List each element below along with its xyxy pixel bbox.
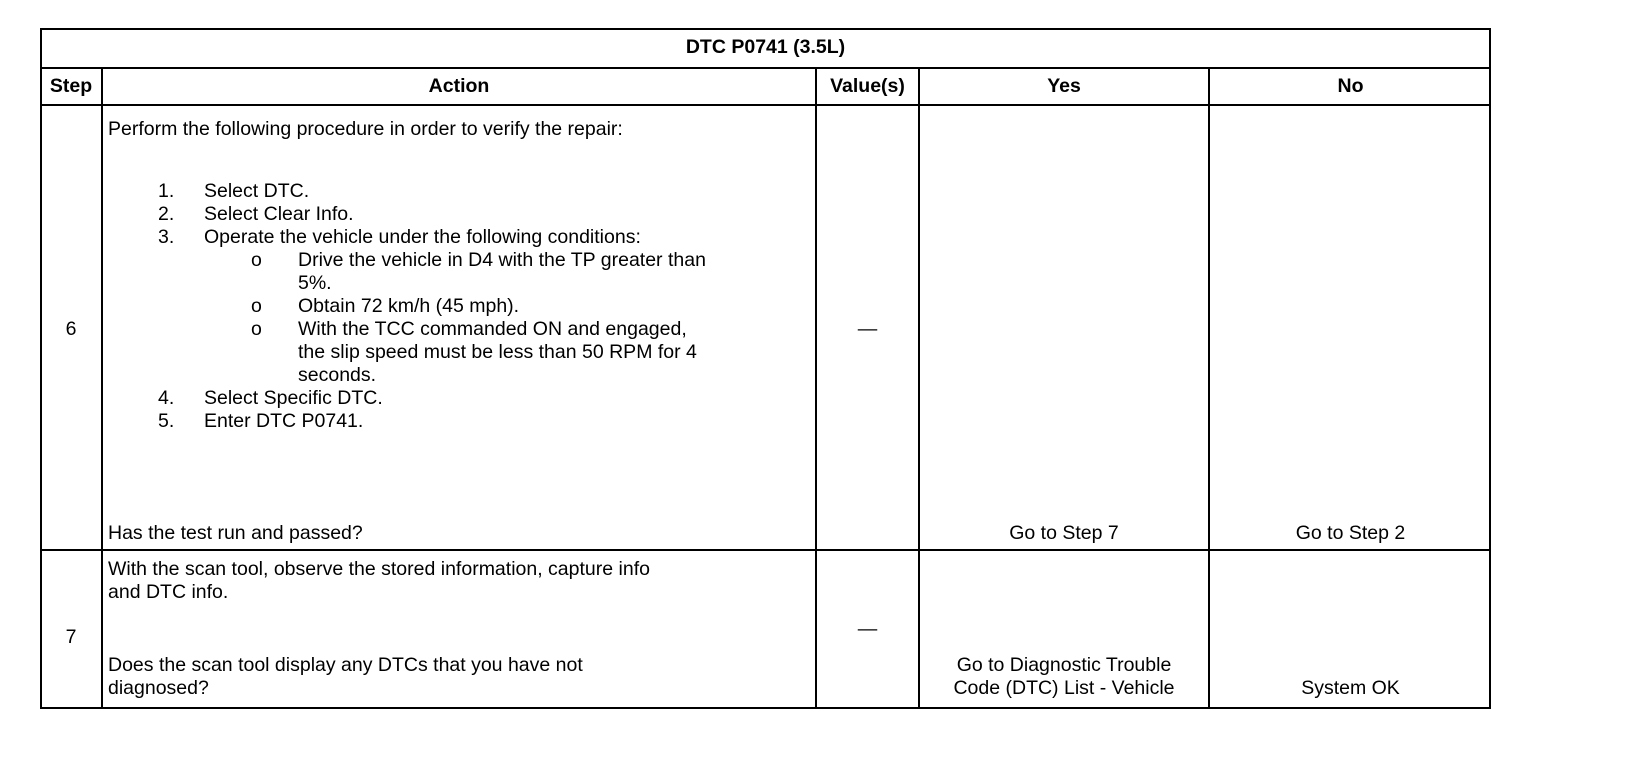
list-item-number: 3. xyxy=(158,226,175,248)
col-rule-yes xyxy=(1208,67,1210,709)
action-intro: With the scan tool, observe the stored information, capture info xyxy=(108,558,650,580)
col-rule-action xyxy=(815,67,817,709)
list-item-number: 1. xyxy=(158,180,175,202)
list-item-number: 5. xyxy=(158,410,175,432)
no-cell: System OK xyxy=(1301,677,1400,699)
rule-below-title xyxy=(40,67,1491,69)
action-intro: Perform the following procedure in order to verify the repair: xyxy=(108,118,623,140)
no-cell: Go to Step 2 xyxy=(1295,522,1406,544)
table-title: DTC P0741 (3.5L) xyxy=(685,36,846,58)
action-intro: and DTC info. xyxy=(108,581,229,603)
rule-below-step6 xyxy=(40,549,1491,551)
header-yes: Yes xyxy=(1047,75,1081,97)
header-no: No xyxy=(1337,75,1364,97)
yes-cell: Code (DTC) List - Vehicle xyxy=(953,677,1175,699)
list-item-text: Operate the vehicle under the following conditions: xyxy=(204,226,641,248)
sub-item-line: With the TCC commanded ON and engaged, xyxy=(298,318,687,340)
sub-item-bullet: o xyxy=(251,249,262,271)
sub-item-line: the slip speed must be less than 50 RPM for 4 xyxy=(298,341,697,363)
list-item-number: 4. xyxy=(158,387,175,409)
yes-cell: Go to Step 7 xyxy=(1009,522,1119,544)
list-item-number: 2. xyxy=(158,203,175,225)
action-question: Does the scan tool display any DTCs that you have not xyxy=(108,654,583,676)
sub-item-line: 5%. xyxy=(298,272,332,294)
list-item-text: Select Specific DTC. xyxy=(204,387,383,409)
action-question: diagnosed? xyxy=(108,677,209,699)
sub-item-bullet: o xyxy=(251,318,262,340)
list-item-text: Select DTC. xyxy=(204,180,310,202)
sub-item-bullet: o xyxy=(251,295,262,317)
sub-item-line: Drive the vehicle in D4 with the TP greater than xyxy=(298,249,706,271)
header-action: Action xyxy=(428,75,490,97)
list-item-text: Enter DTC P0741. xyxy=(204,410,364,432)
header-values: Value(s) xyxy=(830,75,905,97)
header-step: Step xyxy=(49,75,93,97)
value-cell: — xyxy=(857,618,878,640)
list-item-text: Select Clear Info. xyxy=(204,203,354,225)
rule-below-header xyxy=(40,104,1491,106)
sub-item-line: seconds. xyxy=(298,364,377,386)
sub-item-line: Obtain 72 km/h (45 mph). xyxy=(298,295,520,317)
col-rule-values xyxy=(918,67,920,709)
value-cell: — xyxy=(857,318,878,340)
col-rule-step xyxy=(101,67,103,709)
step-number: 7 xyxy=(65,626,77,648)
yes-cell: Go to Diagnostic Trouble xyxy=(956,654,1172,676)
step-number: 6 xyxy=(65,318,77,340)
action-question: Has the test run and passed? xyxy=(108,522,363,544)
